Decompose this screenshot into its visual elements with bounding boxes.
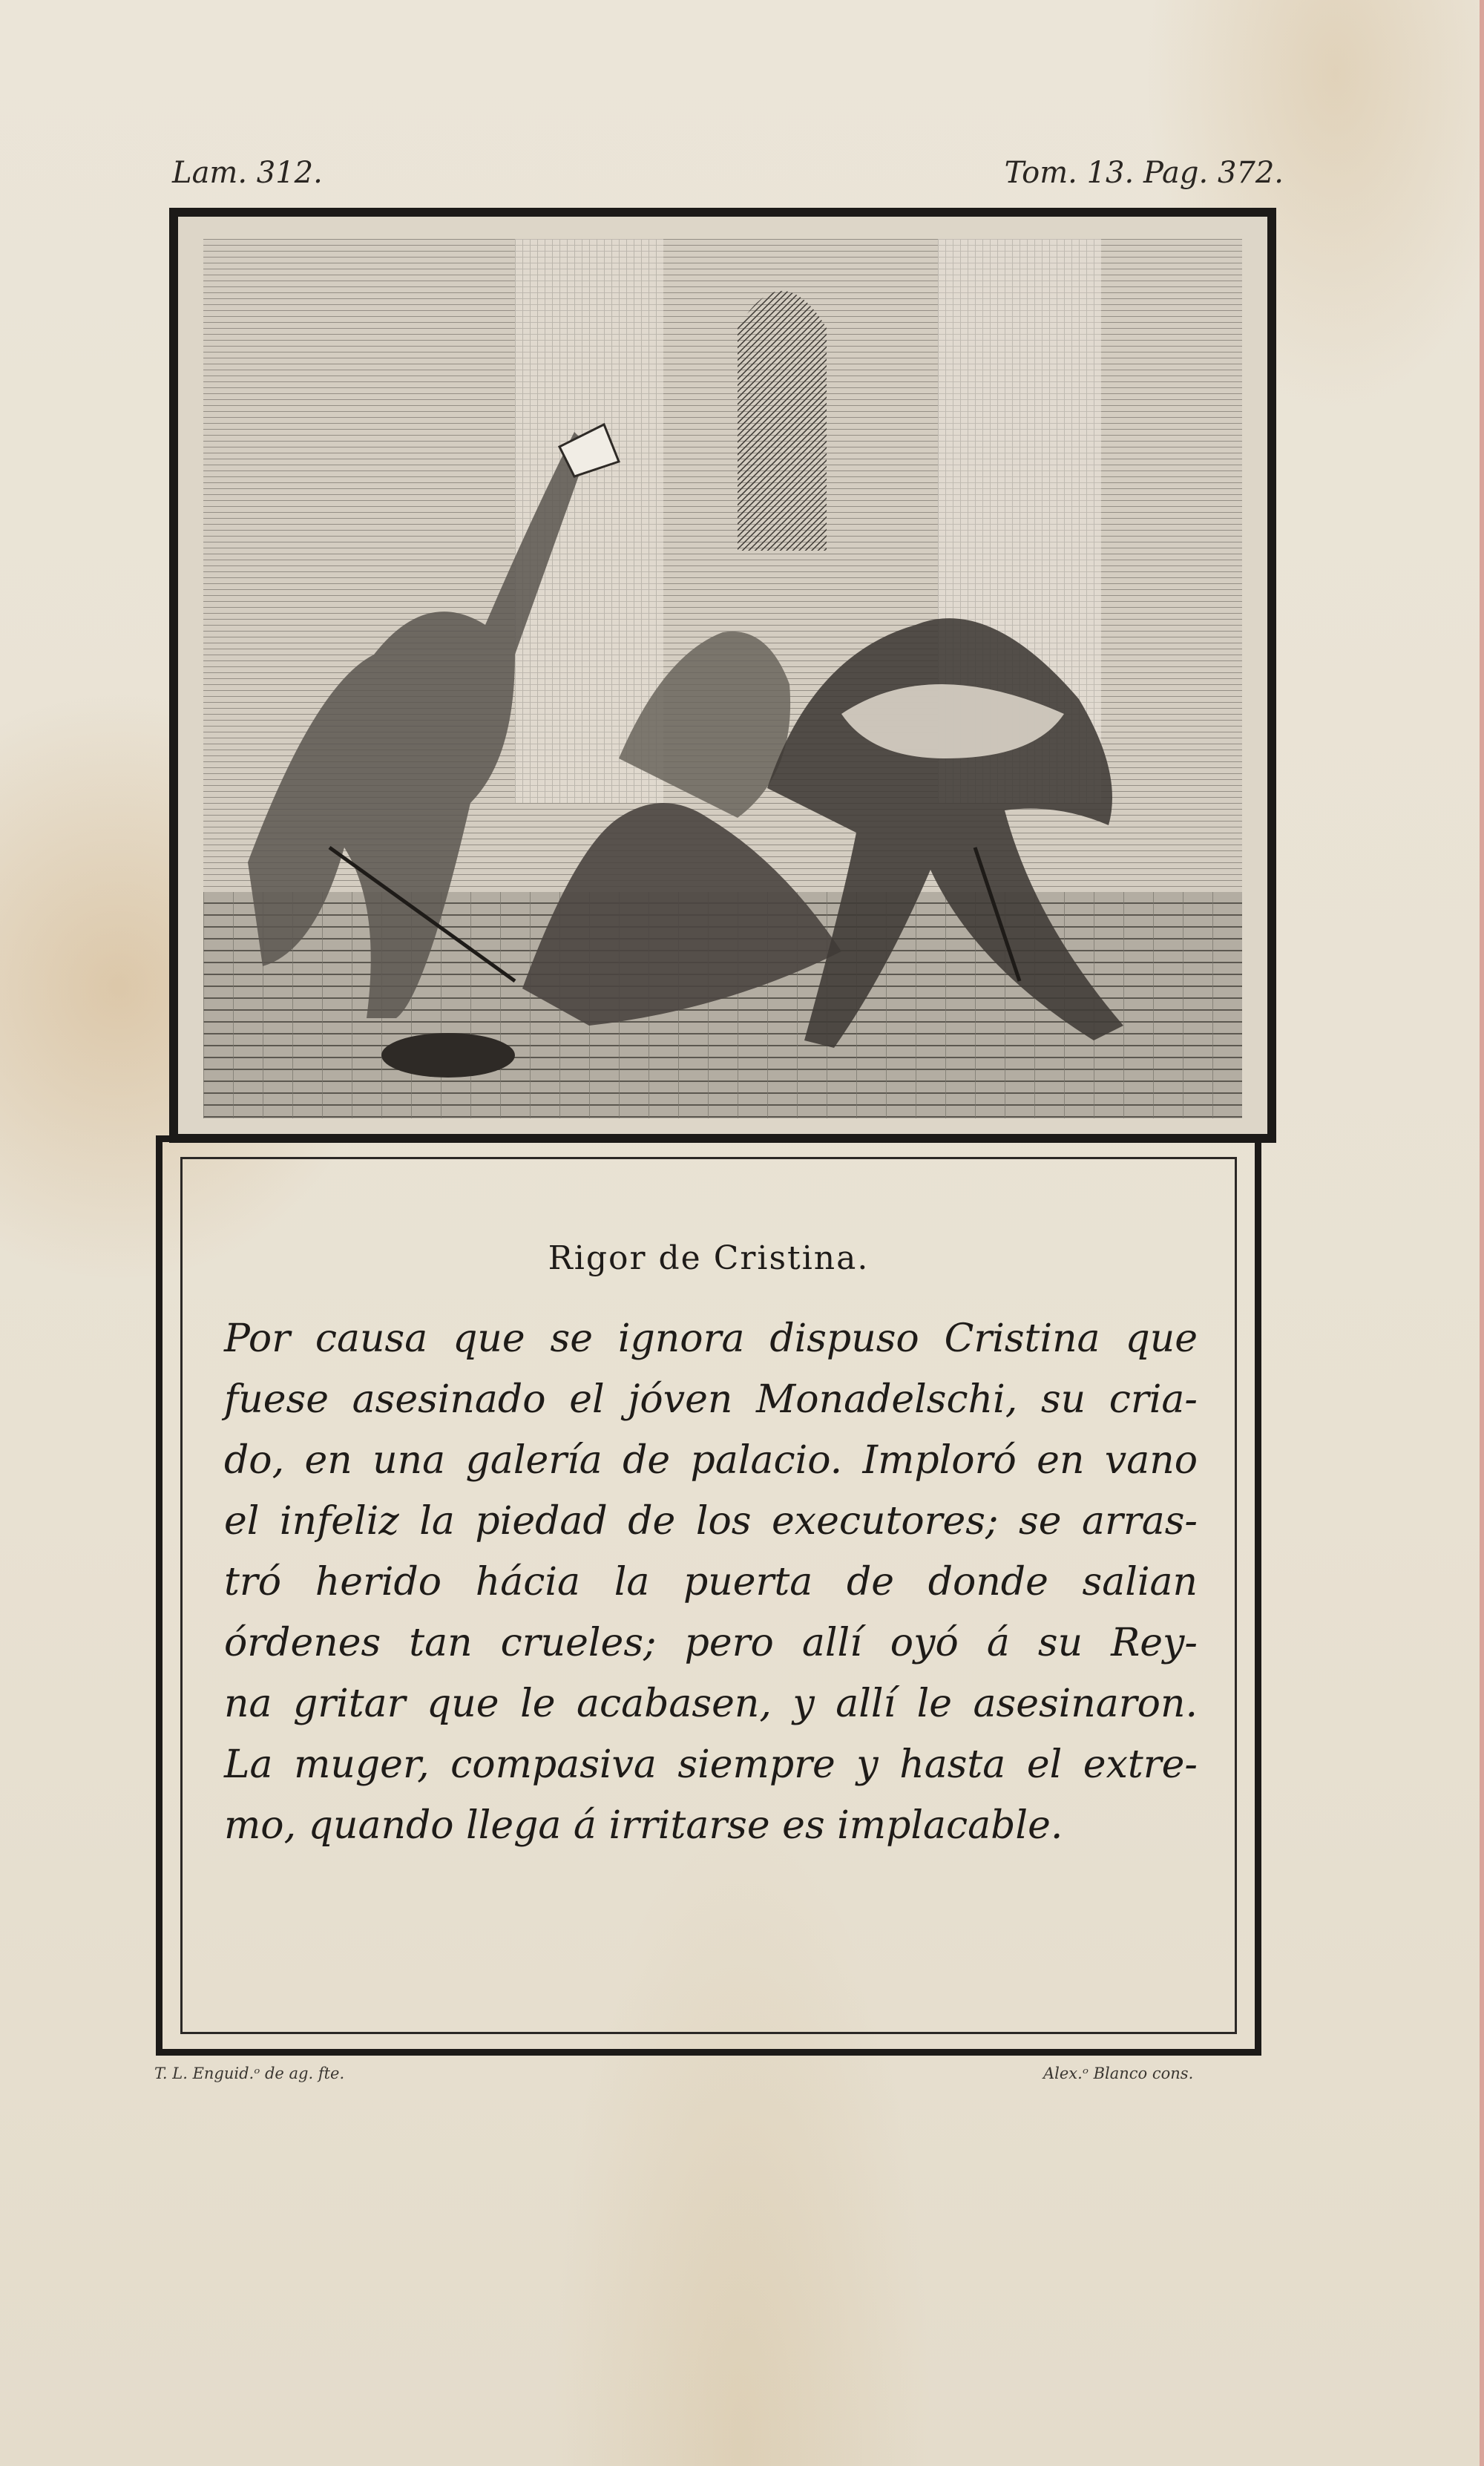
engraved-scene-illustration	[203, 239, 1242, 1118]
page-edge-mark	[1480, 0, 1484, 2466]
caption-line: fuese asesinado el jóven Monadelschi, su cria-	[224, 1377, 1198, 1422]
engraving-plate	[169, 208, 1276, 1143]
caption-line: Por causa que se ignora dispuso Cristina que	[224, 1316, 1198, 1361]
caption-line: el infeliz la piedad de los executores; se arras-	[224, 1499, 1198, 1544]
caption-frame	[156, 1135, 1261, 2056]
engraver-credit: T. L. Enguid.ᵒ de ag. fte.	[154, 2065, 345, 2082]
caption-line: mo, quando llega á irritarse es implacable.	[224, 1803, 1063, 1848]
draftsman-credit: Alex.ᵒ Blanco cons.	[1043, 2065, 1194, 2082]
plate-number: Lam. 312.	[172, 156, 323, 190]
caption-line: tró herido hácia la puerta de donde salian	[224, 1560, 1198, 1604]
caption-title: Rigor de Cristina.	[548, 1239, 870, 1277]
volume-page-reference: Tom. 13. Pag. 372.	[1004, 156, 1284, 190]
caption-line: do, en una galería de palacio. Imploró en vano	[224, 1438, 1198, 1483]
caption-line: La muger, compasiva siempre y hasta el extre-	[224, 1742, 1198, 1787]
caption-line: na gritar que le acabasen, y allí le asesinaron.	[224, 1682, 1198, 1726]
caption-inner-border	[180, 1157, 1237, 2034]
caption-line: órdenes tan crueles; pero allí oyó á su Rey-	[224, 1621, 1198, 1665]
